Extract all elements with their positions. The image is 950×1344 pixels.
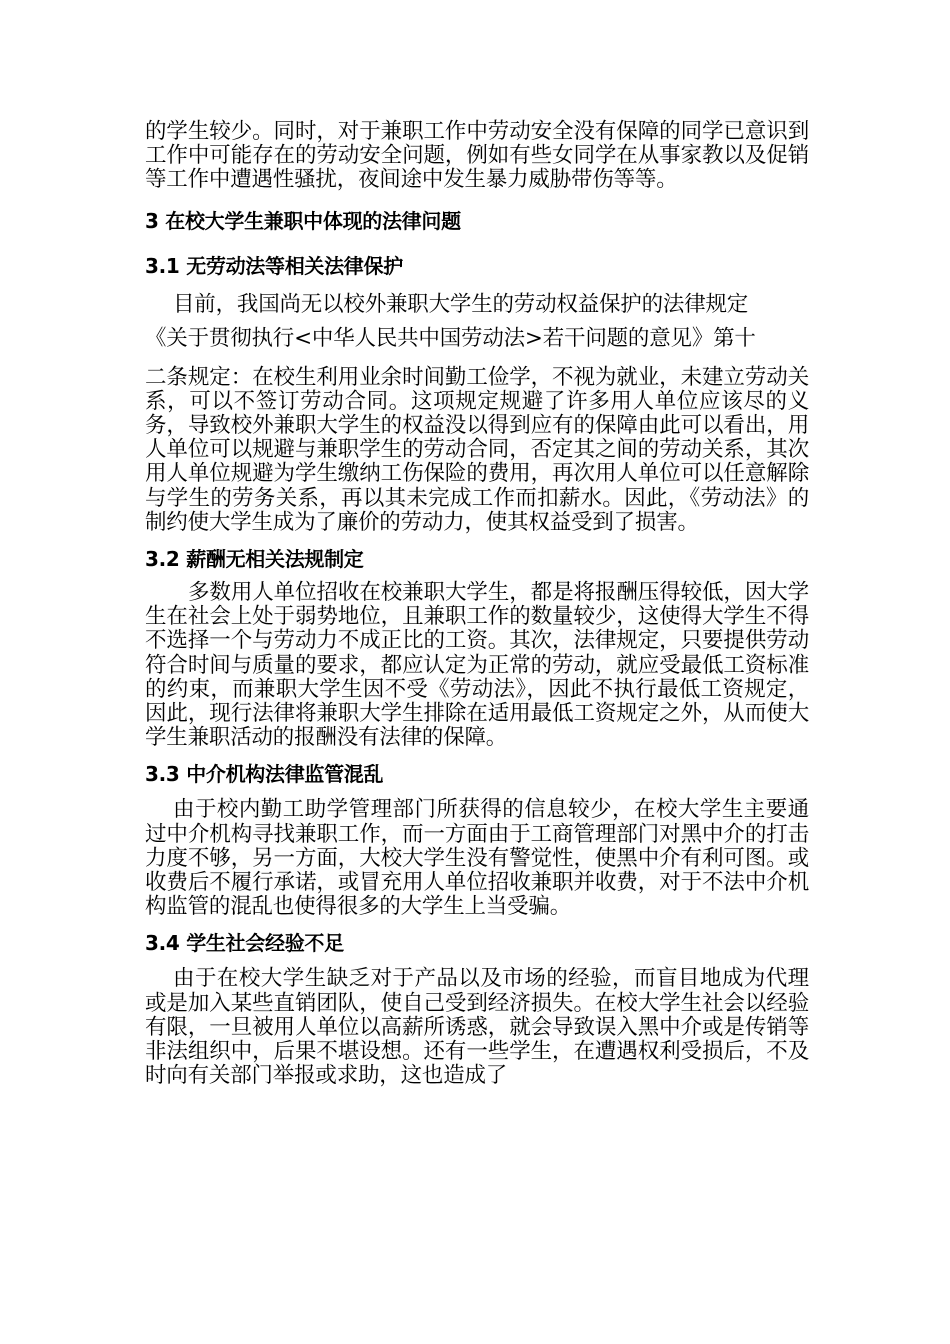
section-3-1-line-1: 目前，我国尚无以校外兼职大学生的劳动权益保护的法律规定 — [173, 291, 749, 317]
section-3-2-body: 多数用人单位招收在校兼职大学生，都是将报酬压得较低，因大学生在社会上处于弱势地位，且兼职工作的数量较少，这使得大学生不得不选择一个与劳动力不成正比的工资。其次，法律规定，只要提供劳动符合时间与质量的要求，都应认定为正常的劳动，就应受最低工资标准的约束，而兼职大学生因不受《劳动法》，因此不执行最低工资规定，因此，现行法律将兼职大学生排除在适用最低工资规定之外，从而使大学生兼职活动的报酬没有法律的保障。 — [145, 580, 809, 751]
intro-paragraph-text: 的学生较少。同时，对于兼职工作中劳动安全没有保障的同学已意识到工作中可能存在的劳动安全问题，例如有些女同学在从事家教以及促销等工作中遭遇性骚扰，夜间途中发生暴力威胁带伤等等。 — [145, 119, 809, 193]
section-3-3-paragraph — [145, 798, 809, 919]
section-3-3-heading — [145, 762, 809, 786]
section-3-1-line-2: 《关于贯彻执行<中华人民共中国劳动法>若干问题的意见》第十 — [145, 325, 756, 351]
section-3-3-body: 由于校内勤工助学管理部门所获得的信息较少，在校大学生主要通过中介机构寻找兼职工作，而一方面由于工商管理部门对黑中介的打击力度不够，另一方面，大校大学生没有警觉性，使黑中介有利可图。或收费后不履行承诺，或冒充用人单位招收兼职并收费，对于不法中介机构监管的混乱也使得很多的大学生上当受骗。 — [145, 797, 809, 920]
section-3-1-heading — [145, 254, 809, 278]
section-3-heading-text: 3 在校大学生兼职中体现的法律问题 — [145, 208, 461, 233]
intro-paragraph — [145, 120, 809, 193]
section-3-1-paragraph — [145, 288, 809, 535]
section-3-3-heading-text: 3.3 中介机构法律监管混乱 — [145, 762, 384, 787]
section-3-4-heading-text: 3.4 学生社会经验不足 — [145, 931, 344, 956]
document-page — [145, 120, 809, 1088]
section-3-2-heading-text: 3.2 薪酬无相关法规制定 — [145, 547, 364, 572]
section-3-heading — [145, 209, 809, 233]
section-3-1-heading-text: 3.1 无劳动法等相关法律保护 — [145, 253, 403, 278]
section-3-4-heading — [145, 931, 809, 955]
section-3-4-body: 由于在校大学生缺乏对于产品以及市场的经验，而盲目地成为代理或是加入某些直销团队，使自己受到经济损失。在校大学生社会以经验有限，一旦被用人单位以高薪所诱惑，就会导致误入黑中介或是传销等非法组织中，后果不堪设想。还有一些学生，在遭遇权利受损后，不及时向有关部门举报或求助，这也造成了 — [145, 966, 809, 1089]
section-3-2-heading — [145, 547, 809, 571]
section-3-1-body: 二条规定：在校生利用业余时间勤工俭学，不视为就业，未建立劳动关系，可以不签订劳动合同。这项规定规避了许多用人单位应该尽的义务，导致校外兼职大学生的权益没以得到应有的保障由此可以看出，用人单位可以规避与兼职学生的劳动合同，否定其之间的劳动关系，其次用人单位规避为学生缴纳工伤保险的费用，再次用人单位可以任意解除与学生的劳务关系，再以其未完成工作而扣薪水。因此，《劳动法》的制约使大学生成为了廉价的劳动力，使其权益受到了损害。 — [145, 364, 809, 535]
section-3-2-paragraph — [145, 581, 809, 750]
section-3-4-paragraph — [145, 967, 809, 1088]
